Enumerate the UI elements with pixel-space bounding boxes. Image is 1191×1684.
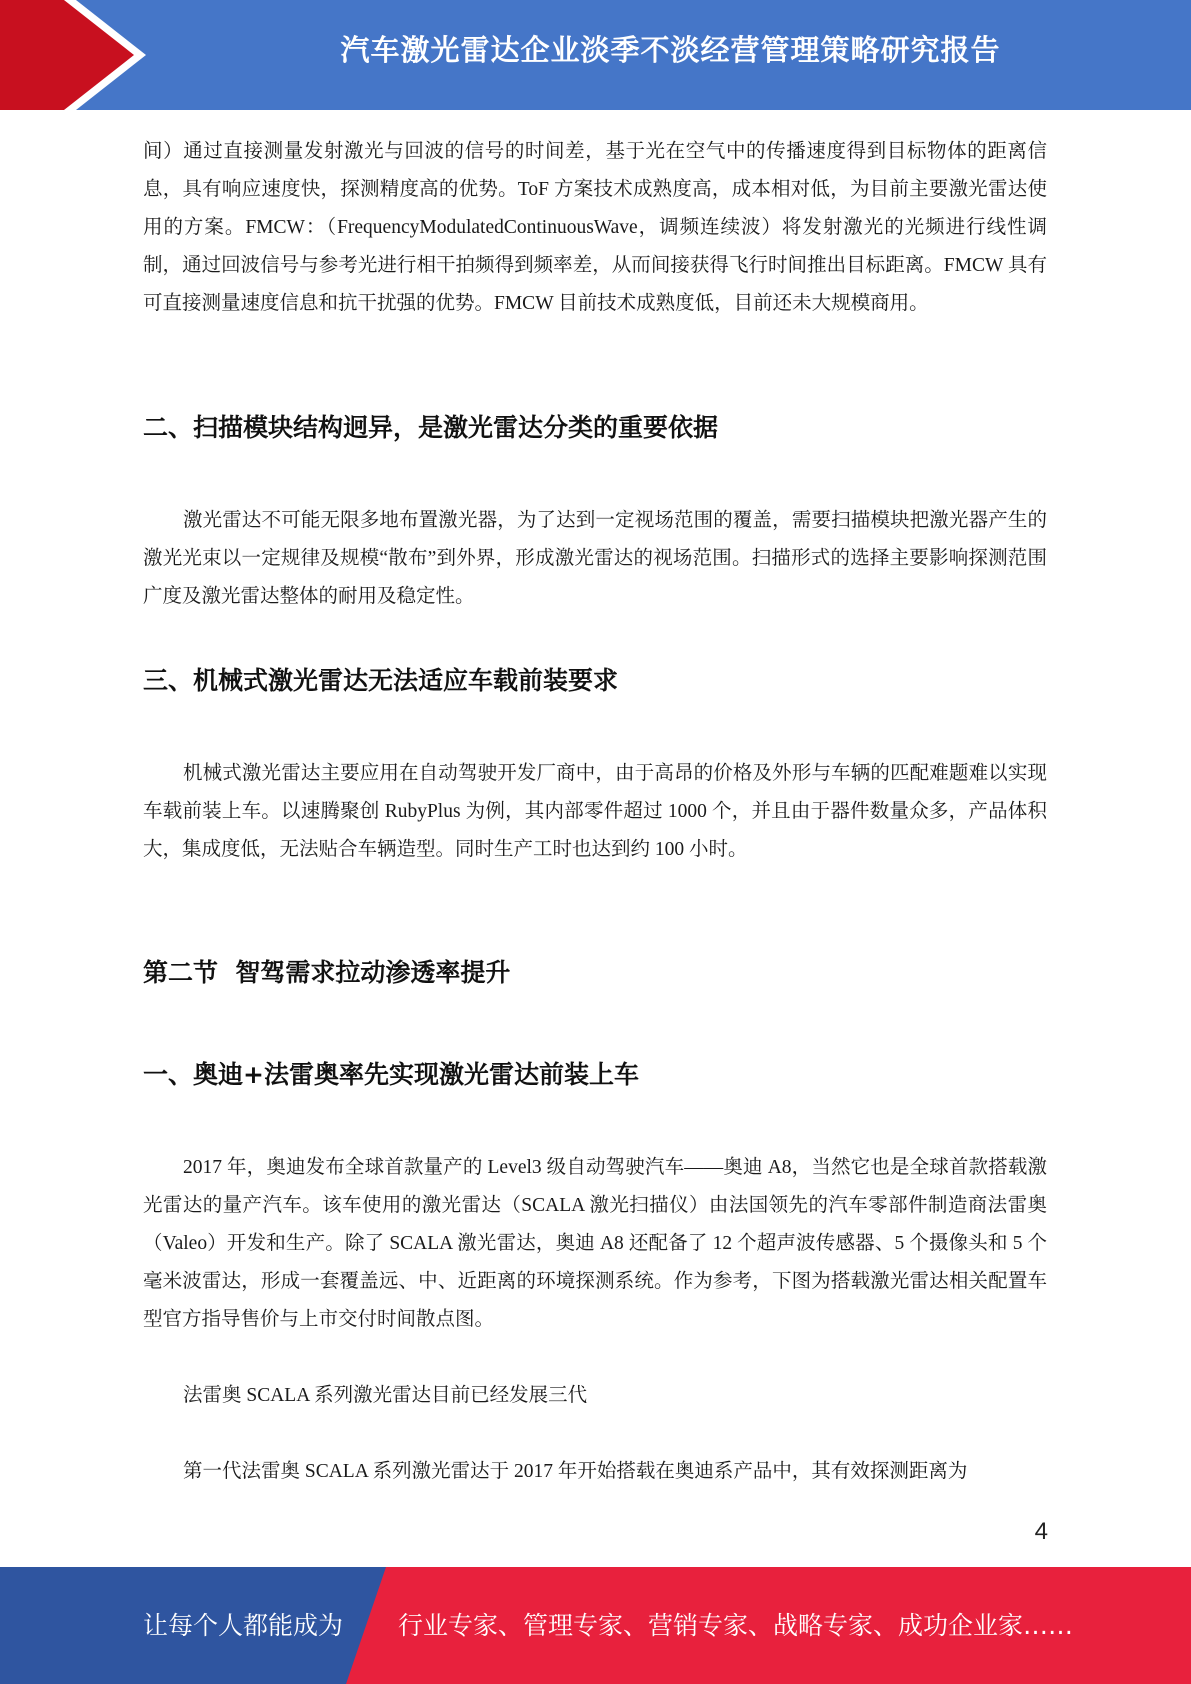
intro-block bbox=[143, 133, 1047, 323]
page-footer bbox=[0, 1567, 1191, 1684]
paragraph-audi-a8: 2017 年，奥迪发布全球首款量产的 Level3 级自动驾驶汽车——奥迪 A8，当然它也是全球首款搭载激光雷达的量产汽车。该车使用的激光雷达（SCALA 激光扫描仪）由法国领先的汽车零部件制造商法雷奥（Valeo）开发和生产。除了 SCALA 激光雷达，奥迪 A8 还配备了 12 个超声波传感器、5 个摄像头和 5 个毫米波雷达，形成一套覆盖远、中、近距离的环境探测系统。作为参考，下图为搭载激光雷达相关配置车型官方指导售价与上市交付时间散点图。 bbox=[143, 1157, 1047, 1330]
section-heading-scan-module: 二、扫描模块结构迥异，是激光雷达分类的重要依据 bbox=[143, 413, 719, 442]
paragraph-block-6 bbox=[143, 1453, 1047, 1491]
page-header bbox=[0, 0, 1191, 110]
paragraph-scan-module: 激光雷达不可能无限多地布置激光器，为了达到一定视场范围的覆盖，需要扫描模块把激光器产生的激光光束以一定规律及规模“散布”到外界，形成激光雷达的视场范围。扫描形式的选择主要影响探测范围广度及激光雷达整体的耐用及稳定性。 bbox=[143, 510, 1047, 607]
paragraph-scala-first-gen: 第一代法雷奥 SCALA 系列激光雷达于 2017 年开始搭载在奥迪系产品中，其有效探测距离为 bbox=[183, 1461, 968, 1482]
chapter-section-heading: 第二节 智驾需求拉动渗透率提升 bbox=[143, 958, 511, 987]
paragraph-block-2 bbox=[143, 502, 1047, 616]
heading-block-2 bbox=[143, 408, 1047, 448]
paragraph-scala-generations: 法雷奥 SCALA 系列激光雷达目前已经发展三代 bbox=[183, 1385, 588, 1406]
paragraph-block-3 bbox=[143, 755, 1047, 869]
paragraph-block-5 bbox=[143, 1377, 1047, 1415]
chapter-section-block bbox=[143, 953, 1047, 993]
footer-slogan-right: 行业专家、管理专家、营销专家、战略专家、成功企业家…… bbox=[398, 1611, 1074, 1640]
heading-block-3 bbox=[143, 661, 1047, 701]
paragraph-mechanical-lidar: 机械式激光雷达主要应用在自动驾驶开发厂商中，由于高昂的价格及外形与车辆的匹配难题难以实现车载前装上车。以速腾聚创 RubyPlus 为例，其内部零件超过 1000 个，并且由于器件数量众多，产品体积大，集成度低，无法贴合车辆造型。同时生产工时也达到约 100 小时。 bbox=[143, 763, 1047, 860]
paragraph-block-4 bbox=[143, 1149, 1047, 1339]
page-number: 4 bbox=[1034, 1518, 1048, 1545]
heading-block-4 bbox=[143, 1055, 1047, 1095]
header-title: 汽车激光雷达企业淡季不淡经营管理策略研究报告 bbox=[340, 33, 1001, 67]
intro-paragraph: 间）通过直接测量发射激光与回波的信号的时间差，基于光在空气中的传播速度得到目标物体的距离信息，具有响应速度快，探测精度高的优势。ToF 方案技术成熟度高，成本相对低，为目前主要激光雷达使用的方案。FMCW：（FrequencyModulatedContinuousWave，调频连续波）将发射激光的光频进行线性调制，通过回波信号与参考光进行相干拍频得到频率差，从而间接获得飞行时间推出目标距离。FMCW 具有可直接测量速度信息和抗干扰强的优势。FMCW 目前技术成熟度低，目前还未大规模商用。 bbox=[143, 141, 1047, 314]
section-heading-mechanical-lidar: 三、机械式激光雷达无法适应车载前装要求 bbox=[143, 666, 619, 695]
section-heading-audi-valeo: 一、奥迪+法雷奥率先实现激光雷达前装上车 bbox=[143, 1060, 639, 1089]
footer-slogan-left: 让每个人都能成为 bbox=[143, 1611, 344, 1640]
